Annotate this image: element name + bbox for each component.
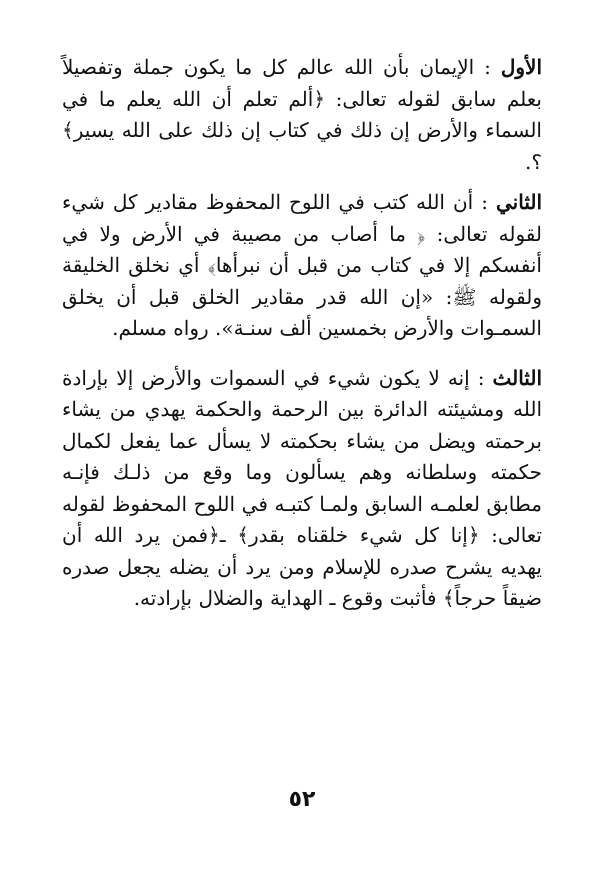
paragraph-body: إنه لا يكون شيء في السموات والأرض إلا بإرادة الله ومشيئته الدائرة بين الرحمة والحكمة يهدي من يشاء برحمته ويضل من يشاء بحكمته لا يسأل عما يفعل لكمال حكمته وسلطانه وهم يسألون وما وقع من ذلـك فإنـه مطابق لعلمـه السابق ولمـا كتبـه في اللوح المحفوظ لقوله تعالى: ﴿إنا كل شيء خلقناه بقدر﴾ ـ﴿فمن يرد الله أن يهديه يشرح صدره للإسلام ومن يرد أن يضله يجعل صدره ضيقاً حرجاً﴾ فأثبت وقوع ـ الهداية والضلال بإرادته. [62, 365, 542, 610]
paragraph-heading: الأول [500, 55, 542, 79]
paragraph-heading: الثاني [495, 190, 542, 214]
paragraph-body: أن الله كتب في اللوح المحفوظ مقادير كل شيء لقوله تعالى: ﴿ ما أصاب من مصيبة في الأرض ولا في أنفسكم إلا في كتاب من قبل أن نبرأها﴾ أي نخلق الخليقة ولقوله ﷺ: «إن الله قدر مقادير الخلق قبل أن يخلق السمـوات والأرض بخمسين ألف سنـة». رواه مسلم. [62, 190, 542, 340]
paragraph-body: الإيمان بأن الله عالم كل ما يكون جملة وتفصيلاً بعلم سابق لقوله تعالى: ﴿ألم تعلم أن الله يعلم ما في السماء والأرض إن ذلك في كتاب إن ذلك على الله يسير﴾ ؟. [62, 55, 542, 174]
heading-separator: : [474, 55, 501, 79]
paragraph-heading: الثالث [492, 365, 542, 390]
page-number: ٥٢ [288, 787, 316, 812]
paragraph-first [62, 52, 542, 178]
paragraph-second [62, 187, 542, 345]
heading-separator: : [473, 190, 496, 214]
paragraph-third [62, 363, 542, 615]
page-text [62, 52, 542, 615]
heading-separator: : [469, 365, 493, 390]
